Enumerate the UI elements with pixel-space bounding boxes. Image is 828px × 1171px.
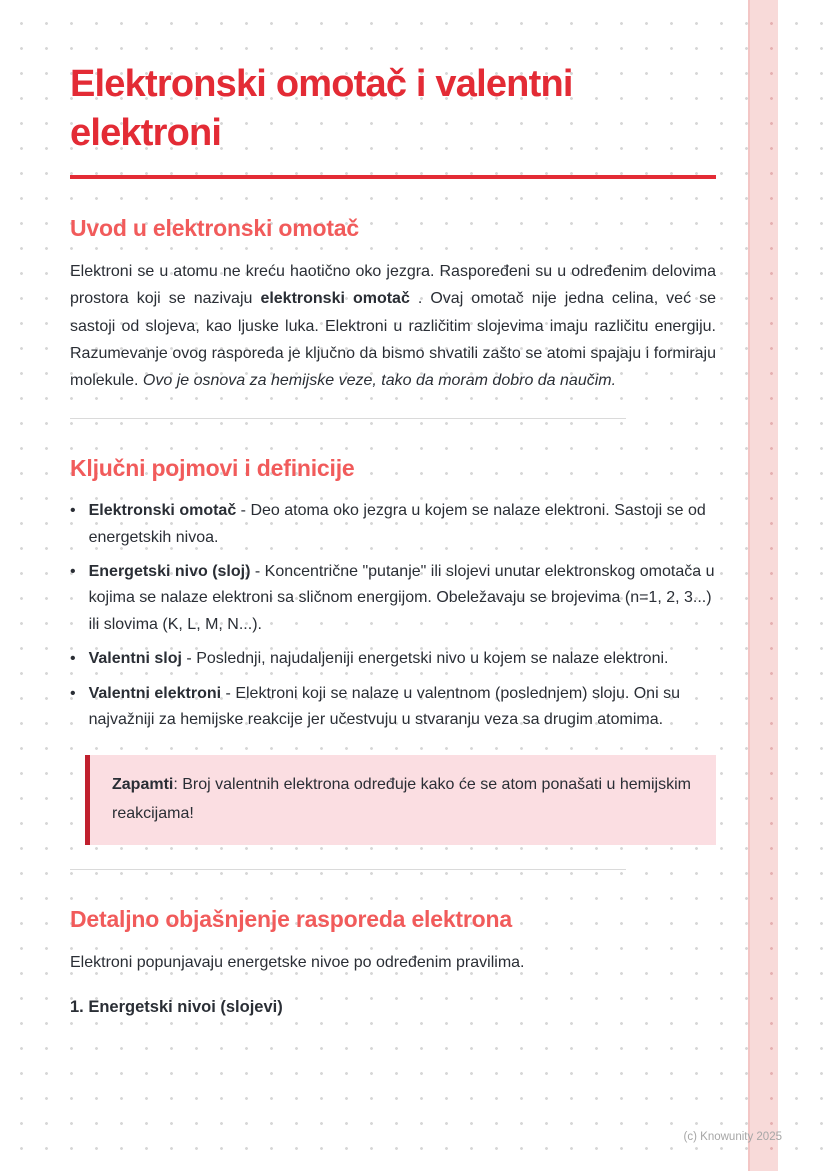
paragraph-segment: Elektroni se u atomu ne kreću haotično oko jezgra. Raspoređeni su u određenim delovima prostora koji se nazivaju xyxy=(70,263,716,308)
term-definition: - Poslednji, najudaljeniji energetski nivo u kojem se nalaze elektroni. xyxy=(181,650,669,668)
terms-list xyxy=(70,498,716,733)
footer-credit: (c) Knowunity 2025 xyxy=(683,1131,782,1143)
terms-heading: Ključni pojmovi i definicije xyxy=(70,455,355,482)
term-label: Valentni sloj xyxy=(88,650,182,668)
section-divider xyxy=(70,869,626,870)
list-item xyxy=(70,646,716,672)
intro-paragraph xyxy=(70,258,716,394)
term-text xyxy=(89,646,669,672)
term-label: Valentni elektroni xyxy=(88,684,222,702)
bullet-icon: • xyxy=(70,502,76,520)
intro-heading: Uvod u elektronski omotač xyxy=(70,215,359,242)
side-stripe xyxy=(748,0,778,1171)
terms-section xyxy=(70,455,716,845)
detail-subheading: 1. Energetski nivoi (slojevi) xyxy=(70,998,283,1017)
bullet-icon: • xyxy=(70,562,76,580)
term-definition: - Deo atoma oko jezgra u kojem se nalaze elektroni. Sastoji se od energetskih nivoa. xyxy=(88,502,706,546)
detail-paragraph: Elektroni popunjavaju energetske nivoe po određenim pravilima. xyxy=(70,953,525,971)
callout-note xyxy=(85,755,716,845)
callout-label: Zapamti xyxy=(112,776,174,794)
term-text xyxy=(89,681,716,734)
list-item xyxy=(70,559,716,638)
paragraph-segment: Ovo je osnova za hemijske veze, tako da moram dobro da naučim. xyxy=(142,372,617,389)
callout-text: : Broj valentnih elektrona određuje kako će se atom ponašati u hemijskim reakcijama! xyxy=(112,776,691,823)
term-definition: - Koncentrične "putanje" ili slojevi unutar elektronskog omotača u kojima se nalaze elektroni sa sličnom energijom. Obeležavaju se brojevima (n=1, 2, 3...) ili slovima (K, L, M, N...). xyxy=(88,562,715,633)
intro-section xyxy=(70,215,716,394)
paragraph-segment: . Ovaj omotač nije jedna celina, već se sastoji od slojeva, kao ljuske luka. Elektroni u različitim slojevima imaju različitu energiju. Razumevanje ovog rasporeda je ključno da bismo shvatili zašto se atomi spajaju i formiraju molekule. xyxy=(70,290,717,389)
paragraph-segment: elektronski omotač xyxy=(260,290,410,308)
term-text xyxy=(89,498,716,551)
bullet-icon: • xyxy=(70,684,76,702)
section-divider xyxy=(70,418,626,419)
term-label: Elektronski omotač xyxy=(88,502,237,520)
bullet-icon: • xyxy=(70,650,76,668)
list-item xyxy=(70,681,716,734)
page-title: Elektronski omotač i valentni elektroni xyxy=(70,63,573,154)
detail-section xyxy=(70,906,716,1017)
list-item xyxy=(70,498,716,551)
term-label: Energetski nivo (sloj) xyxy=(88,562,251,580)
title-rule xyxy=(70,175,716,179)
term-text xyxy=(89,559,716,638)
detail-heading: Detaljno objašnjenje rasporeda elektrona xyxy=(70,905,512,932)
term-definition: - Elektroni koji se nalaze u valentnom (poslednjem) sloju. Oni su najvažniji za hemijske reakcije jer učestvuju u stvaranju veza sa drugim atomima. xyxy=(88,684,680,728)
document-page xyxy=(70,0,716,1017)
